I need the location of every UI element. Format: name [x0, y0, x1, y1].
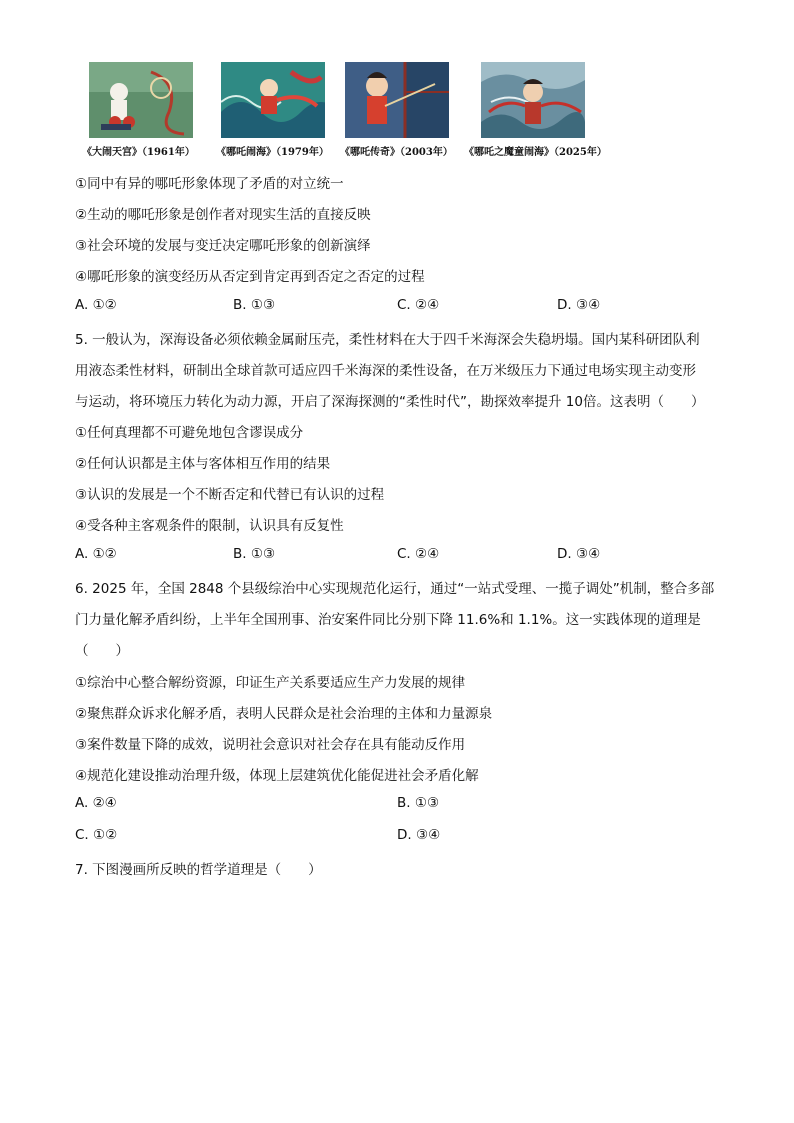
q6-statement-2: ②聚焦群众诉求化解矛盾，表明人民群众是社会治理的主体和力量源泉 [75, 706, 493, 722]
q5-statement-4: ④受各种主客观条件的限制，认识具有反复性 [75, 518, 344, 534]
q7-stem: 7. 下图漫画所反映的哲学道理是（ ） [75, 862, 322, 878]
q6-option-c[interactable]: C. ①② [75, 827, 118, 843]
q5-option-c[interactable]: C. ②④ [397, 546, 440, 562]
q5-statement-1: ①任何真理都不可避免地包含谬误成分 [75, 425, 304, 441]
q6-stem-line-2: 门力量化解矛盾纠纷，上半年全国刑事、治安案件同比分别下降 11.6%和 1.1%。这一实践体现的道理是 [75, 612, 701, 628]
q5-option-b[interactable]: B. ①③ [233, 546, 276, 562]
q6-statement-4: ④规范化建设推动治理升级，体现上层建筑优化能促进社会矛盾化解 [75, 768, 479, 784]
q4-option-b[interactable]: B. ①③ [233, 297, 276, 313]
q5-stem-line-3: 与运动，将环境压力转化为动力源，开启了深海探测的“柔性时代”，勘探效率提升 10倍。这表明（ ） [75, 394, 705, 410]
q6-stem-line-1: 6. 2025 年，全国 2848 个县级综治中心实现规范化运行，通过“一站式受理、一揽子调处”机制，整合多部 [75, 581, 715, 597]
figure-caption-1961: 《大闹天宫》（1961年） [82, 147, 195, 158]
figure-caption-2025: 《哪吒之魔童闹海》（2025年） [464, 147, 607, 158]
q4-statement-3: ③社会环境的发展与变迁决定哪吒形象的创新演绎 [75, 238, 371, 254]
q5-statement-2: ②任何认识都是主体与客体相互作用的结果 [75, 456, 331, 472]
figure-1979-image [221, 62, 325, 138]
q4-statement-4: ④哪吒形象的演变经历从否定到肯定再到否定之否定的过程 [75, 269, 425, 285]
q6-option-d[interactable]: D. ③④ [397, 827, 441, 843]
figure-caption-2003: 《哪吒传奇》（2003年） [340, 147, 453, 158]
q5-option-a[interactable]: A. ①② [75, 546, 117, 562]
q4-option-a[interactable]: A. ①② [75, 297, 117, 313]
q6-option-a[interactable]: A. ②④ [75, 795, 117, 811]
q6-stem-line-3: （ ） [75, 643, 129, 659]
q4-option-d[interactable]: D. ③④ [557, 297, 601, 313]
figure-caption-1979: 《哪吒闹海》（1979年） [216, 147, 329, 158]
figure-1961-image [89, 62, 193, 138]
q6-statement-1: ①综治中心整合解纷资源，印证生产关系要适应生产力发展的规律 [75, 675, 466, 691]
q6-option-b[interactable]: B. ①③ [397, 795, 440, 811]
q4-option-c[interactable]: C. ②④ [397, 297, 440, 313]
figure-2025-image [481, 62, 585, 138]
q4-statement-2: ②生动的哪吒形象是创作者对现实生活的直接反映 [75, 207, 371, 223]
q5-statement-3: ③认识的发展是一个不断否定和代替已有认识的过程 [75, 487, 385, 503]
q5-option-d[interactable]: D. ③④ [557, 546, 601, 562]
q5-stem-line-1: 5. 一般认为，深海设备必须依赖金属耐压壳，柔性材料在大于四千米海深会失稳坍塌。国内某科研团队利 [75, 332, 700, 348]
figure-2003-image [345, 62, 449, 138]
q4-statement-1: ①同中有异的哪吒形象体现了矛盾的对立统一 [75, 176, 344, 192]
q5-stem-line-2: 用液态柔性材料，研制出全球首款可适应四千米海深的柔性设备，在万米级压力下通过电场实现主动变形 [75, 363, 696, 379]
q6-statement-3: ③案件数量下降的成效，说明社会意识对社会存在具有能动反作用 [75, 737, 466, 753]
